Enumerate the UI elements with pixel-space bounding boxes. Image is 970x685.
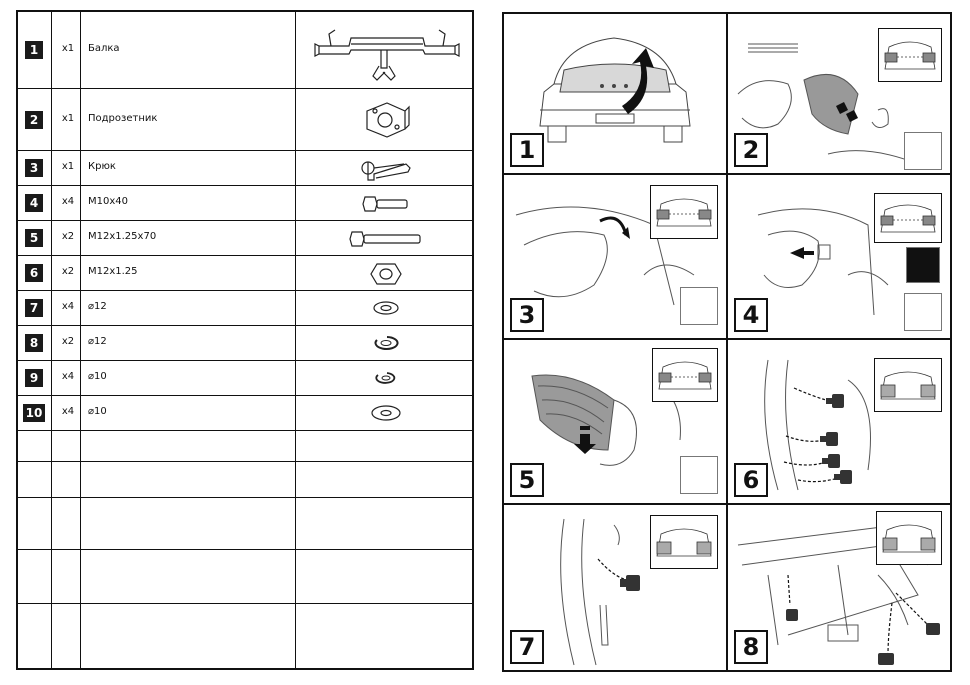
hand-detail-inset xyxy=(680,287,718,325)
part-quantity: x2 xyxy=(61,266,75,277)
spring-washer-icon xyxy=(297,333,474,353)
car-location-inset xyxy=(652,348,718,402)
empty-row xyxy=(18,462,472,498)
flat-washer-icon xyxy=(297,299,474,317)
part-row xyxy=(18,326,472,361)
tow-bar-beam-icon xyxy=(297,16,474,86)
step-number: 8 xyxy=(734,630,768,664)
part-number: 10 xyxy=(23,404,45,422)
part-name: Крюк xyxy=(88,161,116,172)
part-quantity: x1 xyxy=(61,113,75,124)
part-quantity: x1 xyxy=(61,161,75,172)
part-row xyxy=(18,89,472,151)
car-location-inset xyxy=(878,28,942,82)
part-row xyxy=(18,12,472,89)
step-panel-3 xyxy=(504,175,726,338)
empty-row xyxy=(18,550,472,604)
part-number: 2 xyxy=(25,111,43,129)
part-row xyxy=(18,291,472,326)
car-location-inset xyxy=(650,185,718,239)
part-number: 1 xyxy=(25,41,43,59)
part-quantity: x4 xyxy=(61,371,75,382)
parts-list-table xyxy=(16,10,474,670)
part-number: 8 xyxy=(25,334,43,352)
hand-detail-inset xyxy=(904,132,942,170)
part-number: 6 xyxy=(25,264,43,282)
connector-detail-icon xyxy=(906,247,940,283)
part-row xyxy=(18,151,472,186)
part-number: 5 xyxy=(25,229,43,247)
part-name: ⌀12 xyxy=(88,336,107,347)
part-name: M12x1.25 xyxy=(88,266,138,277)
hand-detail-inset xyxy=(680,456,718,494)
part-quantity: x1 xyxy=(61,43,75,54)
empty-row xyxy=(18,604,472,668)
step-number: 5 xyxy=(510,463,544,497)
part-row xyxy=(18,186,472,221)
bolt-long-icon xyxy=(297,228,474,250)
part-quantity: x4 xyxy=(61,406,75,417)
large-flat-washer-icon xyxy=(297,403,474,423)
step-panel-7 xyxy=(504,505,726,670)
part-name: Балка xyxy=(88,43,120,54)
spring-washer-icon xyxy=(297,369,474,387)
hand-detail-inset xyxy=(904,293,942,331)
part-row xyxy=(18,396,472,431)
part-name: M10x40 xyxy=(88,196,128,207)
part-row xyxy=(18,221,472,256)
empty-row xyxy=(18,498,472,550)
part-number: 3 xyxy=(25,159,43,177)
part-name: ⌀10 xyxy=(88,406,107,417)
part-name: ⌀12 xyxy=(88,301,107,312)
step-number: 6 xyxy=(734,463,768,497)
part-name: M12x1.25x70 xyxy=(88,231,157,242)
part-number: 9 xyxy=(25,369,43,387)
step-number: 2 xyxy=(734,133,768,167)
installation-steps-grid xyxy=(502,12,952,672)
step-number: 4 xyxy=(734,298,768,332)
part-name: Подрозетник xyxy=(88,113,158,124)
part-quantity: x4 xyxy=(61,301,75,312)
step-panel-4 xyxy=(728,175,950,338)
part-quantity: x2 xyxy=(61,231,75,242)
hex-nut-icon xyxy=(297,261,474,287)
part-name: ⌀10 xyxy=(88,371,107,382)
part-number: 4 xyxy=(25,194,43,212)
car-location-inset xyxy=(874,358,942,412)
car-location-inset xyxy=(650,515,718,569)
part-row xyxy=(18,361,472,396)
empty-row xyxy=(18,431,472,462)
car-location-inset xyxy=(876,511,942,565)
car-location-inset xyxy=(874,193,942,243)
part-quantity: x2 xyxy=(61,336,75,347)
socket-bracket-icon xyxy=(297,97,474,143)
step-panel-5 xyxy=(504,340,726,503)
tow-hook-icon xyxy=(297,154,474,184)
bolt-short-icon xyxy=(297,193,474,215)
step-number: 1 xyxy=(510,133,544,167)
step-panel-1 xyxy=(504,14,726,173)
step-panel-2 xyxy=(728,14,950,173)
part-row xyxy=(18,256,472,291)
part-quantity: x4 xyxy=(61,196,75,207)
step-number: 3 xyxy=(510,298,544,332)
step-number: 7 xyxy=(510,630,544,664)
step-panel-8 xyxy=(728,505,950,670)
part-number: 7 xyxy=(25,299,43,317)
step-panel-6 xyxy=(728,340,950,503)
